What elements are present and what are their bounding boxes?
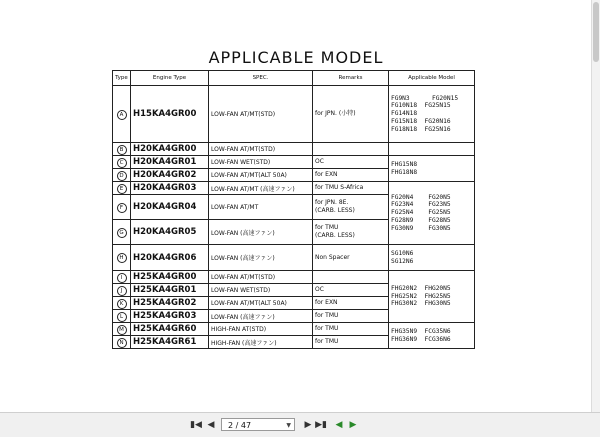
spec-cell: LOW-FAN AT/MT (高速ファン) (209, 182, 313, 195)
type-badge: M (117, 325, 127, 335)
remarks-cell: for EXN (313, 297, 389, 310)
engine-cell: H20KA4GR00 (131, 143, 209, 156)
remarks-cell: OC (313, 284, 389, 297)
spec-cell: HIGH-FAN (高速ファン) (209, 336, 313, 349)
type-badge: L (117, 312, 127, 322)
remarks-cell (313, 143, 389, 156)
forward-icon[interactable]: ▶ (349, 420, 357, 430)
engine-cell: H25KA4GR60 (131, 323, 209, 336)
page-number-input[interactable] (221, 418, 295, 431)
type-badge: J (117, 286, 127, 296)
remarks-cell: for TMU (CARB. LESS) (313, 220, 389, 245)
type-badge: K (117, 299, 127, 309)
remarks-cell (313, 271, 389, 284)
table-row (113, 245, 475, 271)
type-badge: G (117, 228, 127, 238)
spec-cell: LOW-FAN AT/MT (209, 195, 313, 220)
remarks-cell: for JPN. 8E. (CARB. LESS) (313, 195, 389, 220)
table-row (113, 271, 475, 284)
spec-cell: LOW-FAN AT/MT(ALT 50A) (209, 297, 313, 310)
table-header-row (113, 71, 475, 86)
applicable-models-cell: FHG20N2 FHG20N5 FHG25N2 FHG25N5 FHG30N2 FHG30N5 (389, 271, 475, 323)
spec-cell: HIGH-FAN AT(STD) (209, 323, 313, 336)
applicable-models-cell: FG20N4 FG20N5 FG23N4 FG23N5 FG25N4 FG25N5 FG28N9 FG28N5 FG30N9 FG30N5 (389, 182, 475, 245)
remarks-cell: for EXN (313, 169, 389, 182)
page-display: 2 / 47 (228, 421, 252, 430)
spec-cell: LOW-FAN WET(STD) (209, 156, 313, 169)
remarks-cell: for TMU (313, 336, 389, 349)
header-spec: SPEC. (209, 71, 313, 86)
applicable-models-cell (389, 143, 475, 156)
engine-cell: H25KA4GR02 (131, 297, 209, 310)
engine-cell: H20KA4GR06 (131, 245, 209, 271)
header-applicable-model: Applicable Model (389, 71, 475, 86)
remarks-cell: OC (313, 156, 389, 169)
remarks-cell: for TMU (313, 323, 389, 336)
applicable-models-cell: FHG35N9 FCG35N6 FHG36N9 FCG36N6 (389, 323, 475, 349)
engine-cell: H20KA4GR02 (131, 169, 209, 182)
engine-cell: H25KA4GR00 (131, 271, 209, 284)
type-badge: N (117, 338, 127, 348)
applicable-model-table (112, 70, 475, 349)
engine-cell: H25KA4GR61 (131, 336, 209, 349)
remarks-cell: Non Spacer (313, 245, 389, 271)
remarks-cell: for JPN. (小特) (313, 86, 389, 143)
spec-cell: LOW-FAN (高速ファン) (209, 220, 313, 245)
chevron-down-icon[interactable]: ▼ (286, 422, 291, 429)
back-icon[interactable]: ◀ (335, 420, 343, 430)
spec-cell: LOW-FAN AT/MT(ALT 50A) (209, 169, 313, 182)
spec-cell: LOW-FAN WET(STD) (209, 284, 313, 297)
type-badge: A (117, 110, 127, 120)
header-remarks: Remarks (313, 71, 389, 86)
page-title: APPLICABLE MODEL (208, 48, 384, 67)
engine-cell: H20KA4GR01 (131, 156, 209, 169)
type-badge: F (117, 203, 127, 213)
engine-cell: H20KA4GR03 (131, 182, 209, 195)
type-badge: C (117, 158, 127, 168)
remarks-cell: for TMU (313, 310, 389, 323)
spec-cell: LOW-FAN (高速ファン) (209, 310, 313, 323)
type-badge: D (117, 171, 127, 181)
table-row (113, 156, 475, 169)
next-page-icon[interactable]: ▶ (304, 420, 312, 430)
viewer-toolbar (0, 412, 600, 437)
spec-cell: LOW-FAN (高速ファン) (209, 245, 313, 271)
header-type: Type (113, 71, 131, 86)
scrollbar-thumb[interactable] (593, 2, 599, 62)
engine-cell: H25KA4GR01 (131, 284, 209, 297)
type-badge: I (117, 273, 127, 283)
spec-cell: LOW-FAN AT/MT(STD) (209, 271, 313, 284)
table-row (113, 143, 475, 156)
spec-cell: LOW-FAN AT/MT(STD) (209, 86, 313, 143)
engine-cell: H20KA4GR05 (131, 220, 209, 245)
engine-cell: H15KA4GR00 (131, 86, 209, 143)
header-engine-type: Engine Type (131, 71, 209, 86)
last-page-icon[interactable]: ▶▮ (315, 420, 327, 430)
table-row (113, 86, 475, 143)
prev-page-icon[interactable]: ◀ (207, 420, 215, 430)
spec-cell: LOW-FAN AT/MT(STD) (209, 143, 313, 156)
table-row (113, 323, 475, 336)
engine-cell: H20KA4GR04 (131, 195, 209, 220)
applicable-models-cell: SG10N6 SG12N6 (389, 245, 475, 271)
type-badge: E (117, 184, 127, 194)
table-row (113, 182, 475, 195)
type-badge: B (117, 145, 127, 155)
engine-cell: H25KA4GR03 (131, 310, 209, 323)
first-page-icon[interactable]: ▮◀ (190, 420, 202, 430)
vertical-scrollbar[interactable] (591, 0, 600, 412)
type-badge: H (117, 253, 127, 263)
applicable-models-cell: FG9N3 FG20N15 FG10N18 FG25N15 FG14N18 FG15N18 FG20N16 FG18N18 FG25N16 (389, 86, 475, 143)
applicable-models-cell: FHG15N8 FHG18N8 (389, 156, 475, 182)
remarks-cell: for TMU S-Africa (313, 182, 389, 195)
